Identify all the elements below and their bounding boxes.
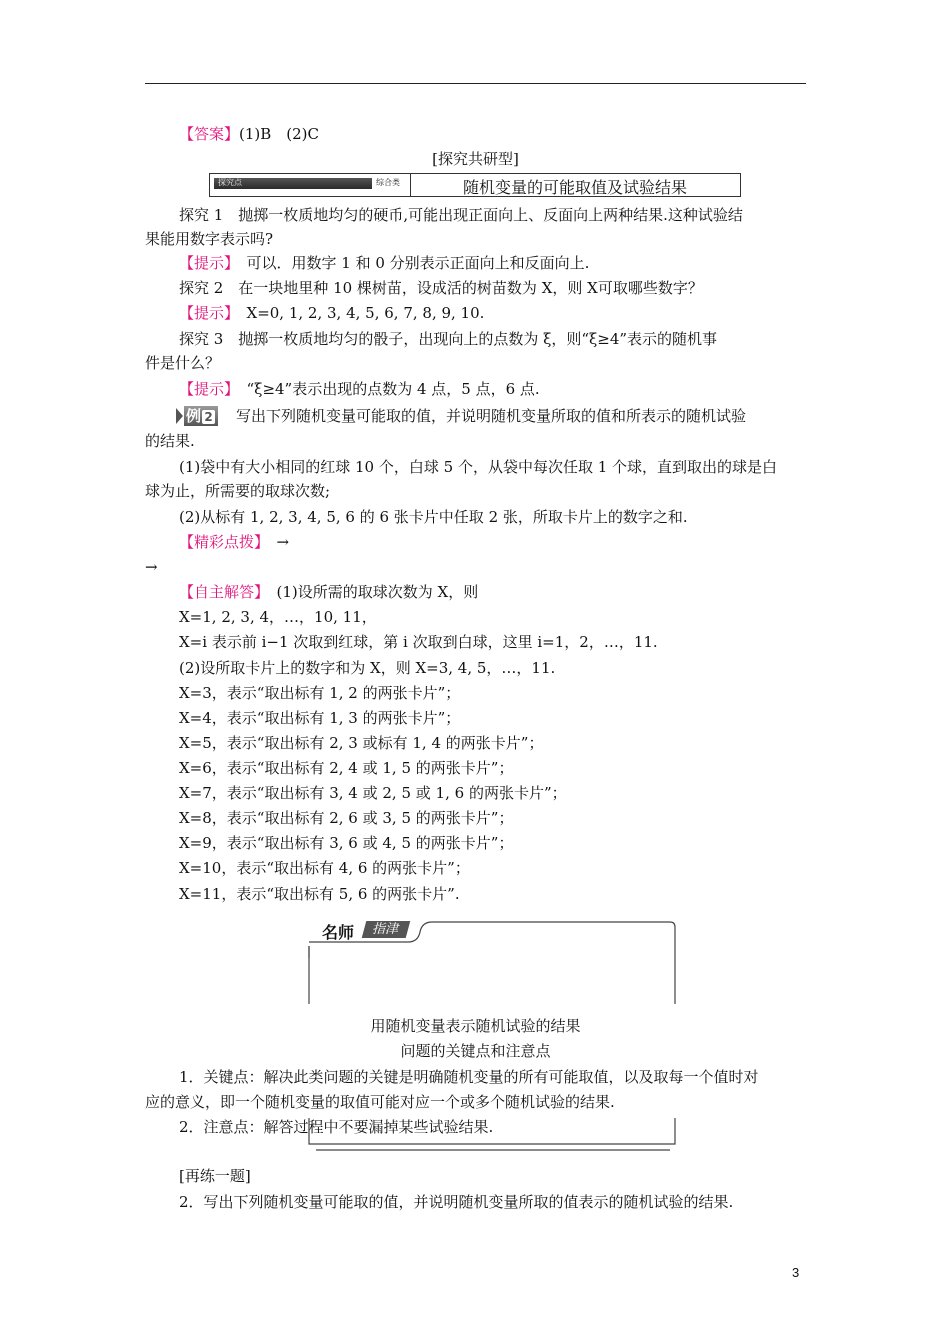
answer-tag: 【答案】: [179, 125, 240, 143]
solution-line: X=4，表示“取出标有 1, 3 的两张卡片”；: [179, 709, 461, 727]
solution-line: X=11，表示“取出标有 5, 6 的两张卡片”.: [179, 885, 460, 903]
explore-3-cont: 件是什么？: [145, 354, 221, 372]
example-stem: 写出下列随机变量可能取的值，并说明随机变量所取的值和所表示的随机试验: [236, 407, 747, 425]
explore-3: 探究 3 抛掷一枚质地均匀的骰子，出现向上的点数为 ξ，则“ξ≥4”表示的随机事: [179, 330, 718, 348]
topic-bar-left: 探究点: [214, 178, 372, 189]
tip-title-2: 问题的关键点和注意点: [400, 1042, 551, 1060]
topic-bar: [209, 173, 741, 197]
practice-label: [再练一题]: [179, 1167, 251, 1185]
pointer-line: 【精彩点拨】 →: [179, 533, 290, 551]
solution-line: X=5，表示“取出标有 2, 3 或标有 1, 4 的两张卡片”；: [179, 734, 544, 752]
example-arrow-icon: [176, 408, 183, 424]
page-number: 3: [792, 1265, 800, 1280]
solution-line: X=9，表示“取出标有 3, 6 或 4, 5 的两张卡片”；: [179, 834, 514, 852]
explore-2: 探究 2 在一块地里种 10 棵树苗，设成活的树苗数为 X，则 X可取哪些数字？: [179, 279, 703, 297]
hint-3: 【提示】 “ξ≥4”表示出现的点数为 4 点，5 点，6 点.: [179, 380, 540, 398]
example-q2: (2)从标有 1, 2, 3, 4, 5, 6 的 6 张卡片中任取 2 张，所取卡片上的数字之和.: [179, 508, 688, 526]
answer-line: [179, 124, 319, 144]
topic-title: 随机变量的可能取值及试验结果: [462, 178, 687, 197]
topic-bar-right-label: 综合类: [376, 178, 400, 187]
solution-head: 【自主解答】 (1)设所需的取球次数为 X，则: [179, 583, 479, 601]
header-rule: [145, 83, 806, 84]
solution-line: (2)设所取卡片上的数字和为 X，则 X=3, 4, 5，…，11.: [179, 659, 556, 677]
answer-text: (1)B (2)C: [239, 125, 320, 143]
example-q1-cont: 球为止，所需要的取球次数;: [145, 482, 331, 500]
solution-line: X=10，表示“取出标有 4, 6 的两张卡片”；: [179, 859, 470, 877]
tip-paragraph-1-cont: 应的意义，即一个随机变量的取值可能对应一个或多个随机试验的结果.: [145, 1093, 615, 1111]
explore-1-cont: 果能用数字表示吗?: [145, 230, 274, 248]
solution-line: X=i 表示前 i−1 次取到红球，第 i 次取到白球，这里 i=1，2，…，11.: [179, 633, 658, 651]
topic-bar-divider: [410, 174, 411, 196]
solution-line: X=3，表示“取出标有 1, 2 的两张卡片”；: [179, 684, 461, 702]
tip-paragraph-2: 2．注意点：解答过程中不要漏掉某些试验结果.: [179, 1118, 494, 1136]
practice-question: 2．写出下列随机变量可能取的值，并说明随机变量所取的值表示的随机试验的结果.: [179, 1193, 734, 1211]
pointer-arrow-icon: →: [276, 533, 290, 551]
section-title: [探究共研型]: [432, 150, 519, 168]
tip-title-1: 用随机变量表示随机试验的结果: [370, 1017, 581, 1035]
example-badge: 例 2: [176, 406, 220, 426]
solution-line: X=8，表示“取出标有 2, 6 或 3, 5 的两张卡片”；: [179, 809, 514, 827]
tip-paragraph-1: 1．关键点：解决此类问题的关键是明确随机变量的所有可能取值，以及取每一个值时对: [179, 1068, 759, 1086]
hint-1: 【提示】 可以．用数字 1 和 0 分别表示正面向上和反面向上.: [179, 254, 590, 272]
explore-1: 探究 1 抛掷一枚质地均匀的硬币,可能出现正面向上、反面向上两种结果.这种试验结: [179, 206, 743, 224]
tip-tab: 名师 指津: [308, 918, 418, 942]
hint-2: 【提示】 X=0, 1, 2, 3, 4, 5, 6, 7, 8, 9, 10.: [179, 304, 485, 322]
example-stem-cont: 的结果.: [145, 432, 195, 450]
example-q1: (1)袋中有大小相同的红球 10 个，白球 5 个，从袋中每次任取 1 个球，直到取出的球是白: [179, 458, 778, 476]
solution-line: X=6，表示“取出标有 2, 4 或 1, 5 的两张卡片”；: [179, 759, 514, 777]
solution-line: X=7，表示“取出标有 3, 4 或 2, 5 或 1, 6 的两张卡片”；: [179, 784, 567, 802]
pointer-arrow-2-icon: →: [145, 558, 158, 576]
solution-line: X=1, 2, 3, 4，…，10, 11，: [179, 608, 377, 626]
